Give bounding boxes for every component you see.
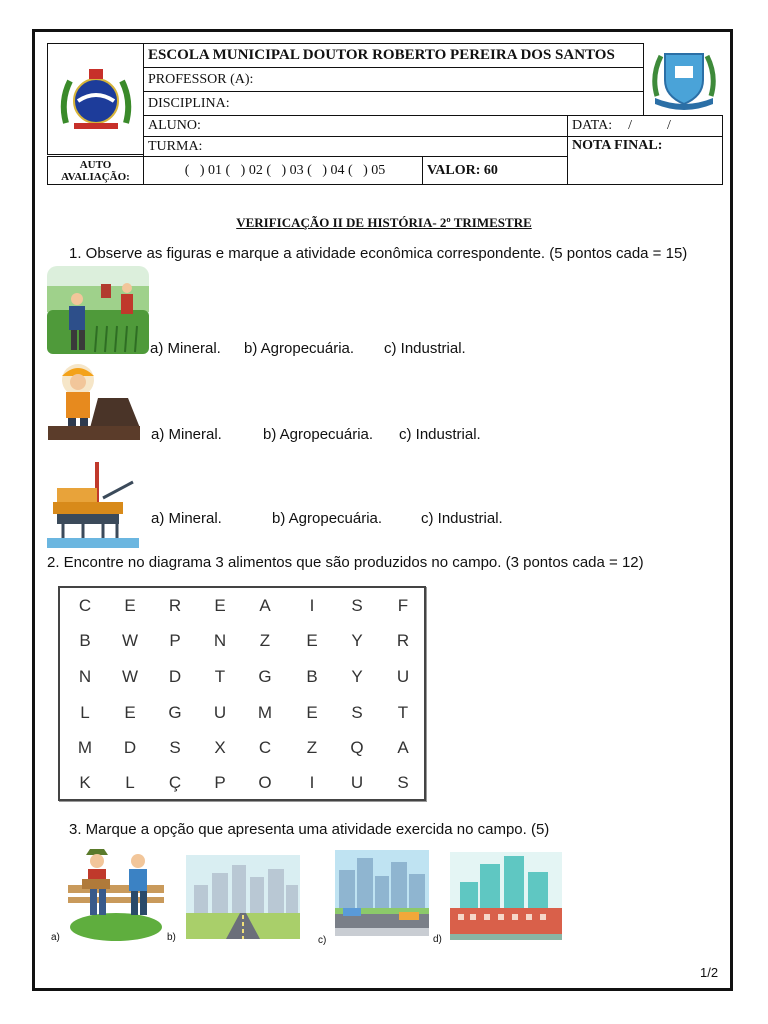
q1-item1-option-b[interactable]: b) Agropecuária. [244, 340, 355, 357]
grid-cell[interactable]: M [257, 703, 273, 722]
right-logo-cell [643, 43, 723, 116]
data-slashes: / / [628, 118, 671, 133]
nota-final-field: NOTA FINAL: [567, 136, 723, 185]
grid-cell[interactable]: A [397, 738, 409, 757]
school-name: ESCOLA MUNICIPAL DOUTOR ROBERTO PEREIRA DOS SANTOS [143, 43, 644, 68]
header-table [47, 43, 723, 185]
skyscrapers-image[interactable] [450, 852, 562, 940]
professor-field: PROFESSOR (A): [143, 67, 644, 92]
grid-cell[interactable]: R [168, 596, 182, 615]
grid-cell[interactable]: P [169, 631, 181, 650]
grid-cell[interactable]: G [168, 703, 182, 722]
auto-label-line1: AUTO [79, 158, 112, 171]
grid-cell[interactable]: C [258, 738, 272, 757]
grid-cell[interactable]: I [309, 773, 315, 792]
grid-cell[interactable]: T [214, 667, 226, 686]
grid-cell[interactable]: S [169, 738, 181, 757]
grid-cell[interactable]: Q [350, 738, 364, 757]
grid-cell[interactable]: U [396, 667, 410, 686]
grid-cell[interactable]: D [123, 738, 137, 757]
grid-cell[interactable]: E [306, 631, 318, 650]
page-number: 1/2 [700, 965, 719, 980]
grid-cell[interactable]: U [350, 773, 364, 792]
grid-cell[interactable]: I [309, 596, 315, 615]
q1-item2-option-c[interactable]: c) Industrial. [399, 426, 481, 443]
page-title: VERIFICAÇÃO II DE HISTÓRIA- 2º TRIMESTRE [236, 215, 532, 230]
q1-item3-option-a[interactable]: a) Mineral. [151, 510, 222, 527]
self-assessment-scale[interactable]: ( ) 01 ( ) 02 ( ) 03 ( ) 04 ( ) 05 [143, 156, 423, 185]
q3-option-c-label[interactable]: c) [318, 935, 327, 946]
q3-option-b-label[interactable]: b) [167, 932, 176, 943]
grid-cell[interactable]: Z [259, 631, 271, 650]
grid-cell[interactable]: N [78, 667, 92, 686]
school-crest-logo [649, 46, 719, 112]
question-1-text: 1. Observe as figuras e marque a atividade econômica correspondente. (5 pontos cada = 15) [69, 245, 688, 262]
grid-cell[interactable]: L [80, 703, 90, 722]
question-3-text: 3. Marque a opção que apresenta uma atividade exercida no campo. (5) [69, 821, 550, 838]
city-road-image[interactable] [186, 855, 300, 939]
grid-cell[interactable]: D [168, 667, 182, 686]
grid-cell[interactable]: Y [351, 667, 363, 686]
q3-option-d-label[interactable]: d) [433, 934, 442, 945]
grid-cell[interactable]: E [214, 596, 226, 615]
farmers-image[interactable] [68, 845, 164, 947]
grid-cell[interactable]: K [79, 773, 91, 792]
grid-cell[interactable]: B [306, 667, 318, 686]
grid-cell[interactable]: E [124, 703, 136, 722]
grid-cell[interactable]: U [213, 703, 227, 722]
q1-item1-option-a[interactable]: a) Mineral. [150, 340, 221, 357]
logo-cell [47, 43, 144, 155]
grid-cell[interactable]: M [77, 738, 93, 757]
grid-cell[interactable]: C [78, 596, 92, 615]
grid-cell[interactable]: B [79, 631, 91, 650]
miner-image [48, 358, 140, 440]
city-street-image[interactable] [335, 850, 429, 936]
grid-cell[interactable]: O [258, 773, 272, 792]
grid-cell[interactable]: R [396, 631, 410, 650]
grid-cell[interactable]: X [214, 738, 226, 757]
grid-cell[interactable]: W [121, 667, 139, 686]
grid-cell[interactable]: P [214, 773, 226, 792]
grid-cell[interactable]: Y [351, 631, 363, 650]
auto-avaliacao-label [47, 156, 144, 185]
q1-item1-option-c[interactable]: c) Industrial. [384, 340, 466, 357]
grid-cell[interactable]: S [351, 703, 363, 722]
grid-cell[interactable]: S [397, 773, 409, 792]
grid-cell[interactable]: Ç [168, 773, 182, 792]
word-search-grid[interactable] [58, 586, 426, 801]
question-2-text: 2. Encontre no diagrama 3 alimentos que são produzidos no campo. (3 pontos cada = 12) [47, 554, 644, 571]
grid-cell[interactable]: Z [306, 738, 318, 757]
grid-cell[interactable]: F [397, 596, 409, 615]
auto-label-line2: AVALIAÇÃO: [61, 170, 130, 183]
grid-cell[interactable]: A [259, 596, 271, 615]
grid-cell[interactable]: T [397, 703, 409, 722]
q1-item3-option-b[interactable]: b) Agropecuária. [272, 510, 383, 527]
grid-cell[interactable]: G [258, 667, 272, 686]
grid-cell[interactable]: S [351, 596, 363, 615]
grid-cell[interactable]: N [213, 631, 227, 650]
oil-platform-image [47, 458, 139, 548]
valor-field: VALOR: 60 [422, 156, 568, 185]
q3-option-a-label[interactable]: a) [51, 932, 60, 943]
municipal-seal-logo [56, 63, 136, 135]
grid-cell[interactable]: E [124, 596, 136, 615]
q1-item3-option-c[interactable]: c) Industrial. [421, 510, 503, 527]
disciplina-field: DISCIPLINA: [143, 91, 644, 116]
grid-cell[interactable]: L [125, 773, 135, 792]
grid-cell[interactable]: W [121, 631, 139, 650]
farmers-field-image [47, 266, 149, 354]
aluno-field: ALUNO: [143, 115, 568, 137]
turma-field: TURMA: [143, 136, 568, 157]
data-label: DATA: [572, 118, 613, 133]
grid-cell[interactable]: E [306, 703, 318, 722]
q1-item2-option-a[interactable]: a) Mineral. [151, 426, 222, 443]
data-field [567, 115, 723, 137]
q1-item2-option-b[interactable]: b) Agropecuária. [263, 426, 374, 443]
